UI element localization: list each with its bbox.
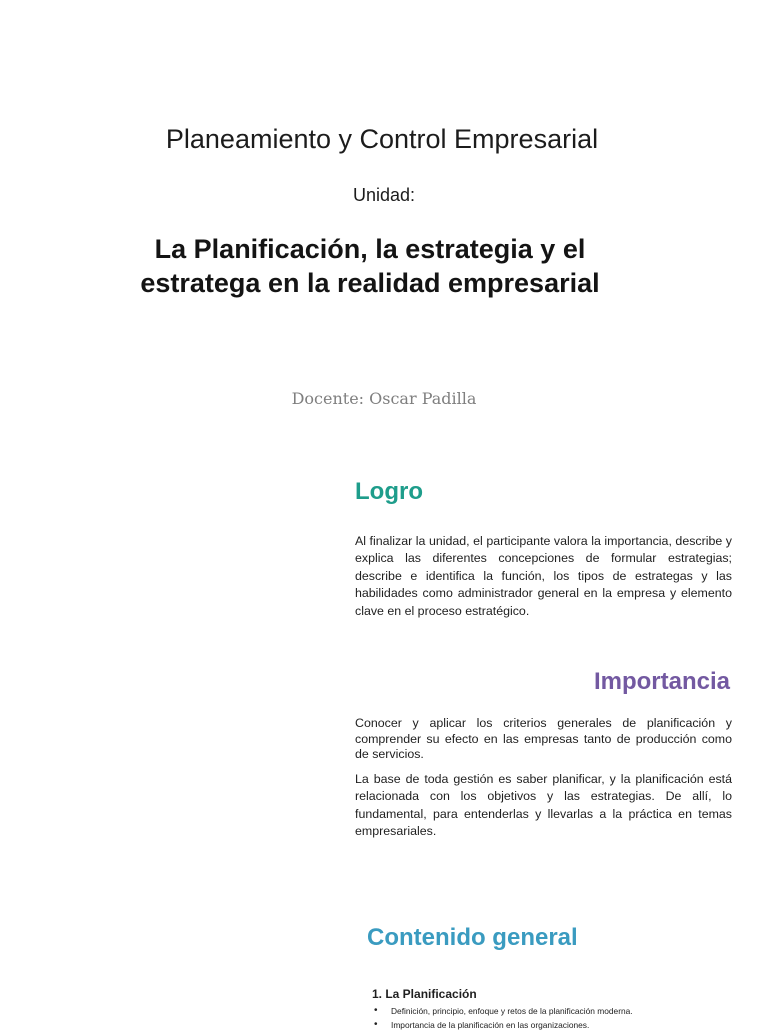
importancia-heading: Importancia [593, 668, 730, 695]
importancia-paragraph-2: La base de toda gestión es saber planificar, y la planificación está relacionada con los objetivos y las estrategias. De allí, lo fundamental, para entenderlas y llevarlas a la práctica en temas empresariales. [355, 772, 732, 839]
logro-text: Al finalizar la unidad, el participante valora la importancia, describe y explica las diferentes concepciones de formular estrategias; describe e identifica la función, los tipos de estrategas y las habilidades como administrador general en la empresa y elemento clave en el proceso estratégico. [355, 534, 732, 618]
unit-title: La Planificación, la estrategia y el estratega en la realidad empresarial [140, 234, 600, 298]
course-title-text: Planeamiento y Control Empresarial [165, 124, 599, 154]
teacher-name: Docente: Oscar Padilla [291, 389, 477, 408]
section-bullet-list [372, 1004, 742, 1032]
unit-label: Unidad: [352, 185, 416, 205]
contenido-heading: Contenido general [367, 924, 578, 951]
logro-heading: Logro [355, 478, 423, 505]
importancia-paragraph-1: Conocer y aplicar los criterios generales de planificación y comprender su efecto en las empresas tanto de producción como de servicios. [355, 716, 732, 761]
section-bullet: • Definición, principio, enfoque y retos de la planificación moderna. [372, 1004, 742, 1018]
section-title: 1. La Planificación [372, 987, 477, 1001]
section-bullet: • Importancia de la planificación en las organizaciones. [372, 1018, 742, 1032]
course-title [0, 124, 768, 155]
